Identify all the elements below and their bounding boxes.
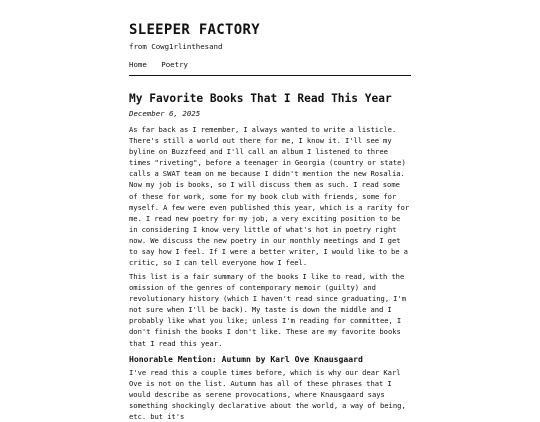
site-subtitle: from Cowg1rlinthesand <box>129 42 223 51</box>
section-heading: Honorable Mention: Autumn by Karl Ove Knausgaard <box>129 354 363 364</box>
post-paragraph: This list is a fair summary of the books I like to read, with the omission of the genres of contemporary memoir (guilty) and revolutionary history (which I haven't read since graduating, I'm not sure when I'll be back). My taste is down the middle and I probably like what you like; unless I'm reading for committee, I don't finish the books I don't like. These are my favorite books that I read this year. <box>129 272 407 348</box>
main-nav <box>129 60 198 70</box>
post-paragraph: As far back as I remember, I always wanted to write a listicle. There's still a world out there for me, I know it. I'll see my byline on Buzzfeed and I'll call an album I listened to three times "riveting", before a teenager in Georgia (country or state) calls a SWAT team on me because I didn't mention the new Rosalía. Now my job is books, so I will discuss them as such. I read some of these for work, some for my book club with friends, some for myself. A few were even published this year, which is a rarity for me. I read new poetry for my job, a very exciting position to be in considering I know very little of what's hot in poetry right now. We discuss the new poetry in our monthly meetings and I get to say how I feel. If I were a better writer, I would like to be a critic, so I can tell everyone how I feel. <box>129 125 410 268</box>
nav-link-poetry[interactable]: Poetry <box>161 60 188 69</box>
site-title[interactable]: SLEEPER FACTORY <box>129 22 260 38</box>
header-divider <box>129 75 411 76</box>
nav-link-home[interactable]: Home <box>129 60 147 69</box>
post-date: December 6, 2025 <box>129 109 201 118</box>
post-paragraph: I've read this a couple times before, which is why our dear Karl Ove is not on the list. Autumn has all of these phrases that I would describe as serene provocations, where Knausgaard says something shockingly declarative about the world, a way of being, etc. but it's <box>129 368 406 422</box>
post-title: My Favorite Books That I Read This Year <box>129 92 392 105</box>
